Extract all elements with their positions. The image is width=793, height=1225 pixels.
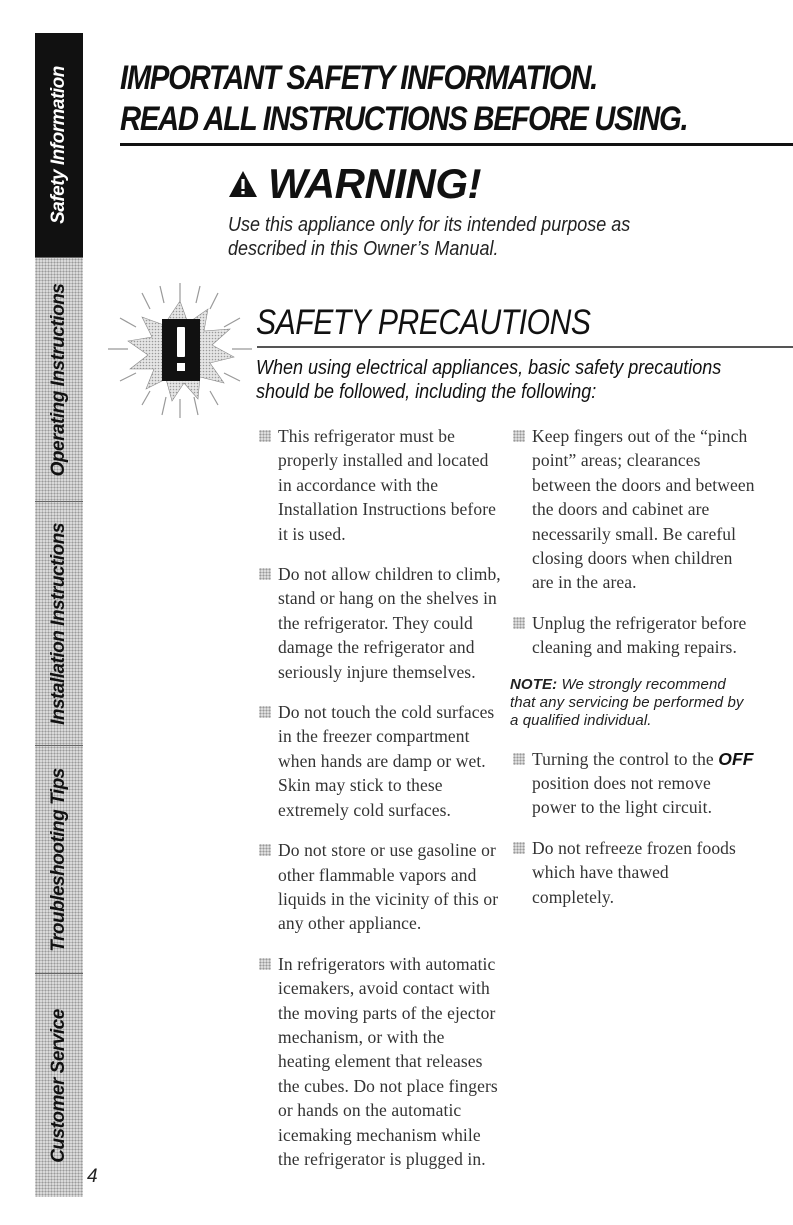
bullet-icon: [259, 958, 271, 970]
warning-triangle-icon: [228, 170, 258, 198]
tab-label: Troubleshooting Tips: [48, 767, 69, 952]
list-item: Unplug the refrigerator before cleaning and making repairs.: [510, 611, 755, 660]
bullet-icon: [513, 753, 525, 765]
list-item: Do not allow children to climb, stand or hang on the shelves in the refrigerator. They could damage the refrigerator and seriously injure themselves.: [256, 562, 501, 684]
service-note: [510, 676, 755, 730]
tab-safety-information[interactable]: [35, 33, 83, 258]
note-label: NOTE:: [510, 675, 558, 693]
tab-installation-instructions[interactable]: [35, 502, 83, 746]
tab-troubleshooting-tips[interactable]: [35, 746, 83, 974]
list-item: Do not touch the cold surfaces in the freezer compartment when hands are damp or wet. Skin may stick to these extremely cold surfaces.: [256, 700, 501, 822]
warning-title: WARNING!: [268, 160, 481, 207]
bullet-icon: [259, 844, 271, 856]
section-title: SAFETY PRECAUTIONS: [256, 303, 591, 342]
bullet-icon: [513, 842, 525, 854]
bullet-icon: [259, 568, 271, 580]
note-text: We strongly recommend that any servicing be performed by a qualified individual.: [510, 675, 744, 729]
bullet-icon: [259, 430, 271, 442]
precautions-column-2: [510, 424, 755, 925]
tab-operating-instructions[interactable]: [35, 258, 83, 502]
section-intro: When using electrical appliances, basic safety precautions should be followed, including the following:: [256, 357, 722, 403]
list-item: In refrigerators with automatic icemakers, avoid contact with the moving parts of the ejector mechanism, or with the heating element that releases the cubes. Do not place fingers or hands on the automatic icemaking mechanism while the refrigerator is plugged in.: [256, 952, 501, 1172]
warning-heading: [228, 160, 481, 208]
page-number: 4: [87, 1166, 98, 1187]
precautions-column-1: [256, 424, 501, 1187]
tab-label: Installation Instructions: [48, 522, 69, 725]
tab-label: Customer Service: [48, 1008, 69, 1163]
heading-rule: [120, 143, 793, 146]
page-heading-line-2: READ ALL INSTRUCTIONS BEFORE USING.: [120, 100, 688, 138]
list-item: Turning the control to the OFF position does not remove power to the light circuit.: [510, 747, 755, 820]
tab-customer-service[interactable]: [35, 974, 83, 1197]
exclamation-burst-icon: [100, 283, 260, 418]
list-item: Do not store or use gasoline or other flammable vapors and liquids in the vicinity of this or any other appliance.: [256, 838, 501, 936]
tab-label: Safety Information: [48, 66, 69, 224]
section-rule: [257, 346, 793, 348]
off-label: OFF: [718, 748, 754, 769]
page-heading-line-1: IMPORTANT SAFETY INFORMATION.: [120, 59, 597, 97]
section-tabs: [35, 33, 83, 1197]
bullet-icon: [259, 706, 271, 718]
warning-text: Use this appliance only for its intended purpose as described in this Owner’s Manual.: [228, 214, 631, 260]
bullet-icon: [513, 430, 525, 442]
list-item: Keep fingers out of the “pinch point” areas; clearances between the doors and between the doors and cabinet are necessarily small. Be careful closing doors when children are in the area.: [510, 424, 755, 595]
list-item: Do not refreeze frozen foods which have thawed completely.: [510, 836, 755, 909]
list-item: This refrigerator must be properly installed and located in accordance with the Installation Instructions before it is used.: [256, 424, 501, 546]
bullet-icon: [513, 617, 525, 629]
tab-label: Operating Instructions: [48, 283, 69, 476]
